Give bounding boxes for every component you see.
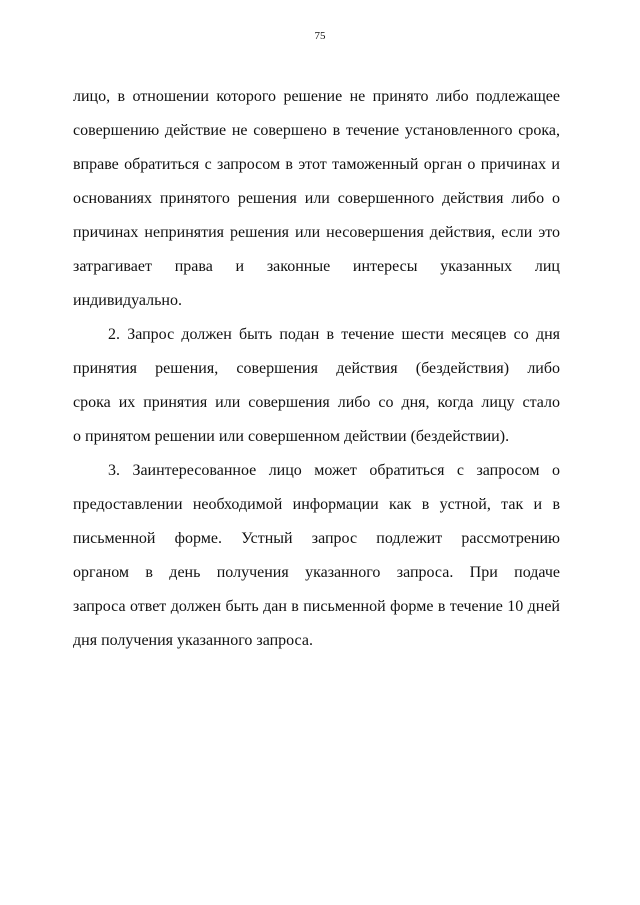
paragraph-1 — [73, 80, 560, 318]
page-number: 75 — [314, 30, 326, 42]
text-line: затрагивает права и законные интересы указанных лиц — [73, 258, 560, 275]
paragraph-2 — [73, 318, 560, 454]
text-line: лицо, в отношении которого решение не принято либо подлежащее — [73, 88, 560, 105]
text-line: о принятом решении или совершенном действии (бездействии). — [73, 428, 510, 445]
text-line: запроса ответ должен быть дан в письменной форме в течение 10 дней — [73, 598, 560, 615]
text-line: индивидуально. — [73, 292, 182, 309]
text-line: письменной форме. Устный запрос подлежит рассмотрению — [73, 530, 560, 547]
text-line: совершению действие не совершено в течение установленного срока, — [73, 122, 560, 139]
text-line: причинах непринятия решения или несовершения действия, если это — [73, 224, 560, 241]
document-body — [73, 80, 560, 658]
text-line: 2. Запрос должен быть подан в течение шести месяцев со дня — [108, 326, 560, 343]
text-line: основаниях принятого решения или совершенного действия либо о — [73, 190, 560, 207]
text-line: дня получения указанного запроса. — [73, 632, 313, 649]
text-line: вправе обратиться с запросом в этот таможенный орган о причинах и — [73, 156, 560, 173]
text-line: органом в день получения указанного запроса. При подаче — [73, 564, 560, 581]
paragraph-3 — [73, 454, 560, 658]
text-line: принятия решения, совершения действия (бездействия) либо — [73, 360, 560, 377]
text-line: 3. Заинтересованное лицо может обратиться с запросом о — [108, 462, 560, 479]
text-line: предоставлении необходимой информации как в устной, так и в — [73, 496, 560, 513]
text-line: срока их принятия или совершения либо со дня, когда лицу стало — [73, 394, 560, 411]
